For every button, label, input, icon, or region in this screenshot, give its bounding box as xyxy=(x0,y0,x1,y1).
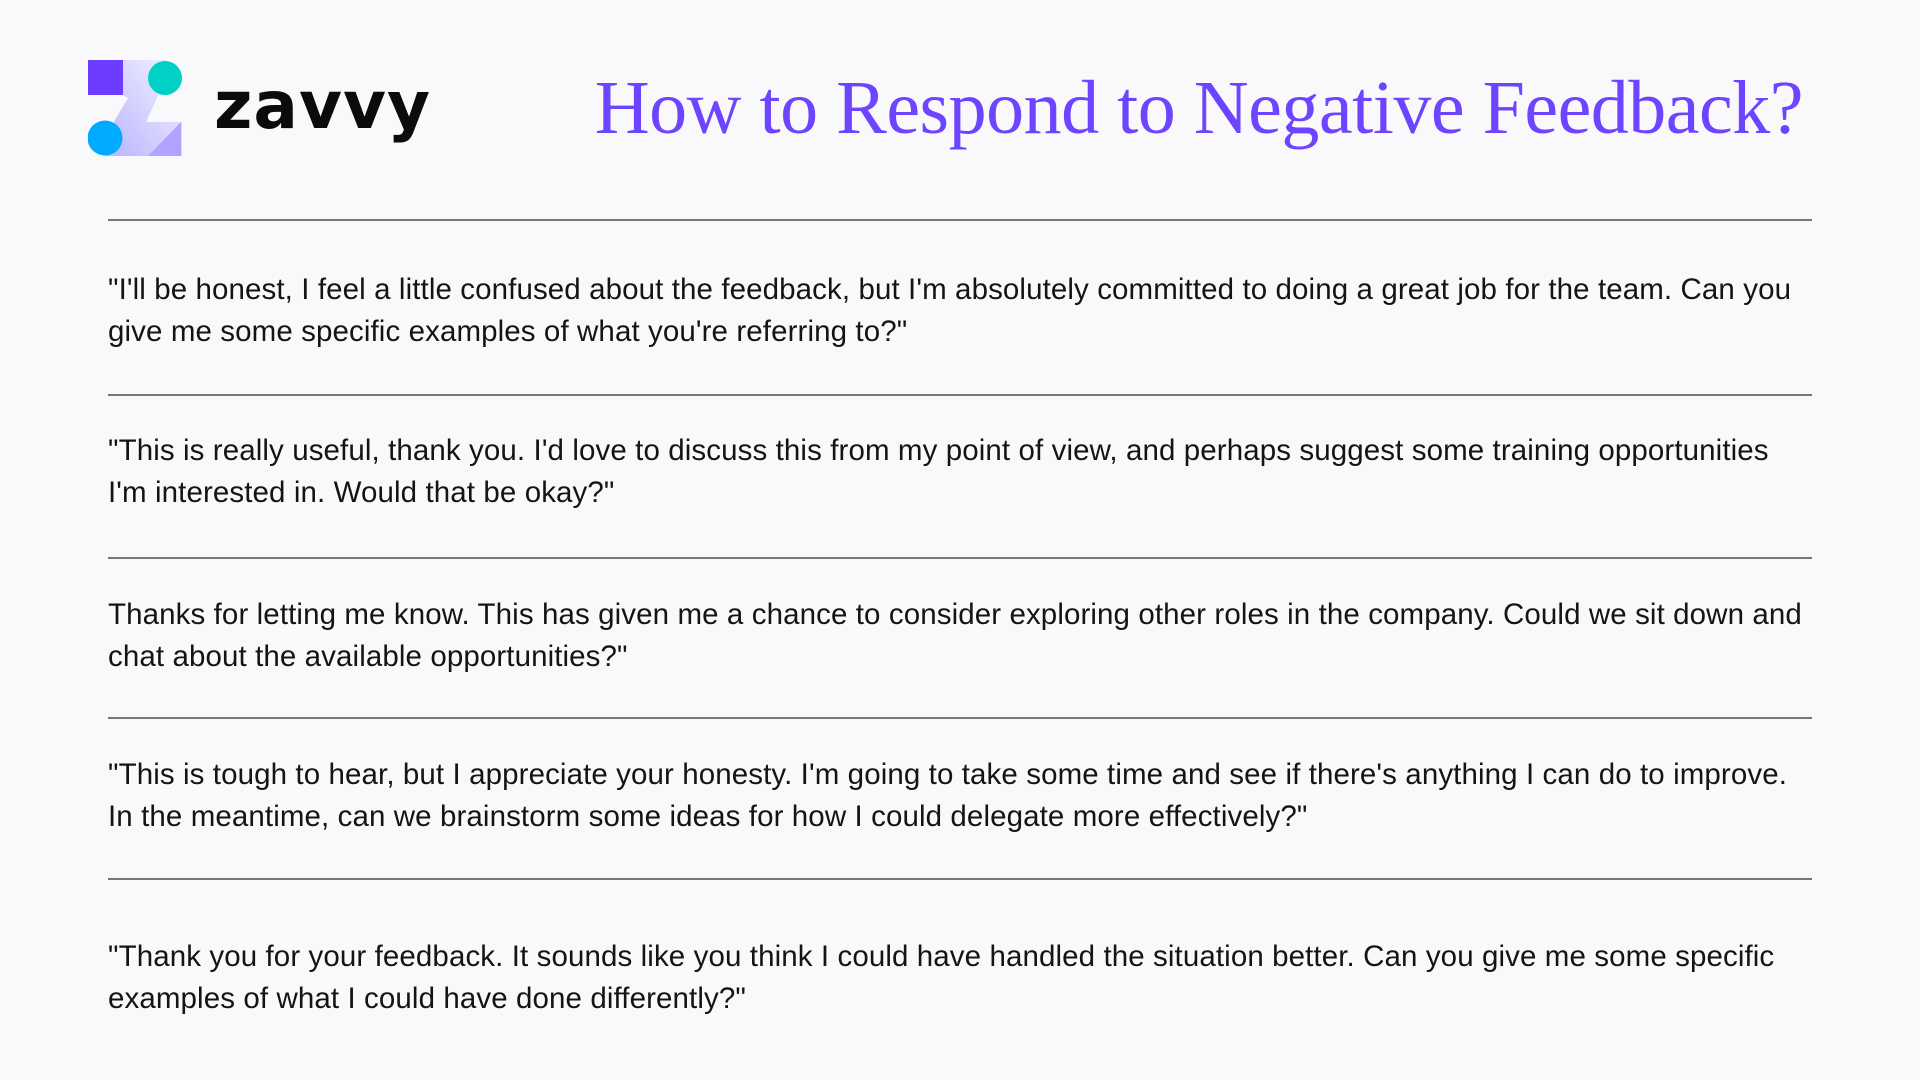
zavvy-logo-mark-icon xyxy=(88,60,188,160)
responses-list xyxy=(108,219,1812,1048)
response-text: "I'll be honest, I feel a little confused about the feedback, but I'm absolutely committed to doing a great job for the team. Can you give me some specific examples of what you're referring to?" xyxy=(108,273,1792,348)
brand-name: zavvy xyxy=(214,67,432,144)
response-text: Thanks for letting me know. This has given me a chance to consider exploring other roles in the company. Could we sit down and chat about the available opportunities?" xyxy=(108,598,1802,673)
response-item xyxy=(108,878,1812,1048)
zavvy-logo xyxy=(88,60,432,160)
response-text: "Thank you for your feedback. It sounds like you think I could have handled the situation better. Can you give me some specific examples of what I could have done differently?" xyxy=(108,940,1775,1015)
response-item xyxy=(108,219,1812,394)
response-item xyxy=(108,717,1812,878)
response-text: "This is tough to hear, but I appreciate your honesty. I'm going to take some time and see if there's anything I can do to improve. In the meantime, can we brainstorm some ideas for how I could delegate more effectively?" xyxy=(108,758,1788,833)
response-item xyxy=(108,394,1812,557)
page-title: How to Respond to Negative Feedback? xyxy=(594,66,1803,150)
response-text: "This is really useful, thank you. I'd love to discuss this from my point of view, and perhaps suggest some training opportunities I'm interested in. Would that be okay?" xyxy=(108,434,1769,509)
response-item xyxy=(108,557,1812,717)
